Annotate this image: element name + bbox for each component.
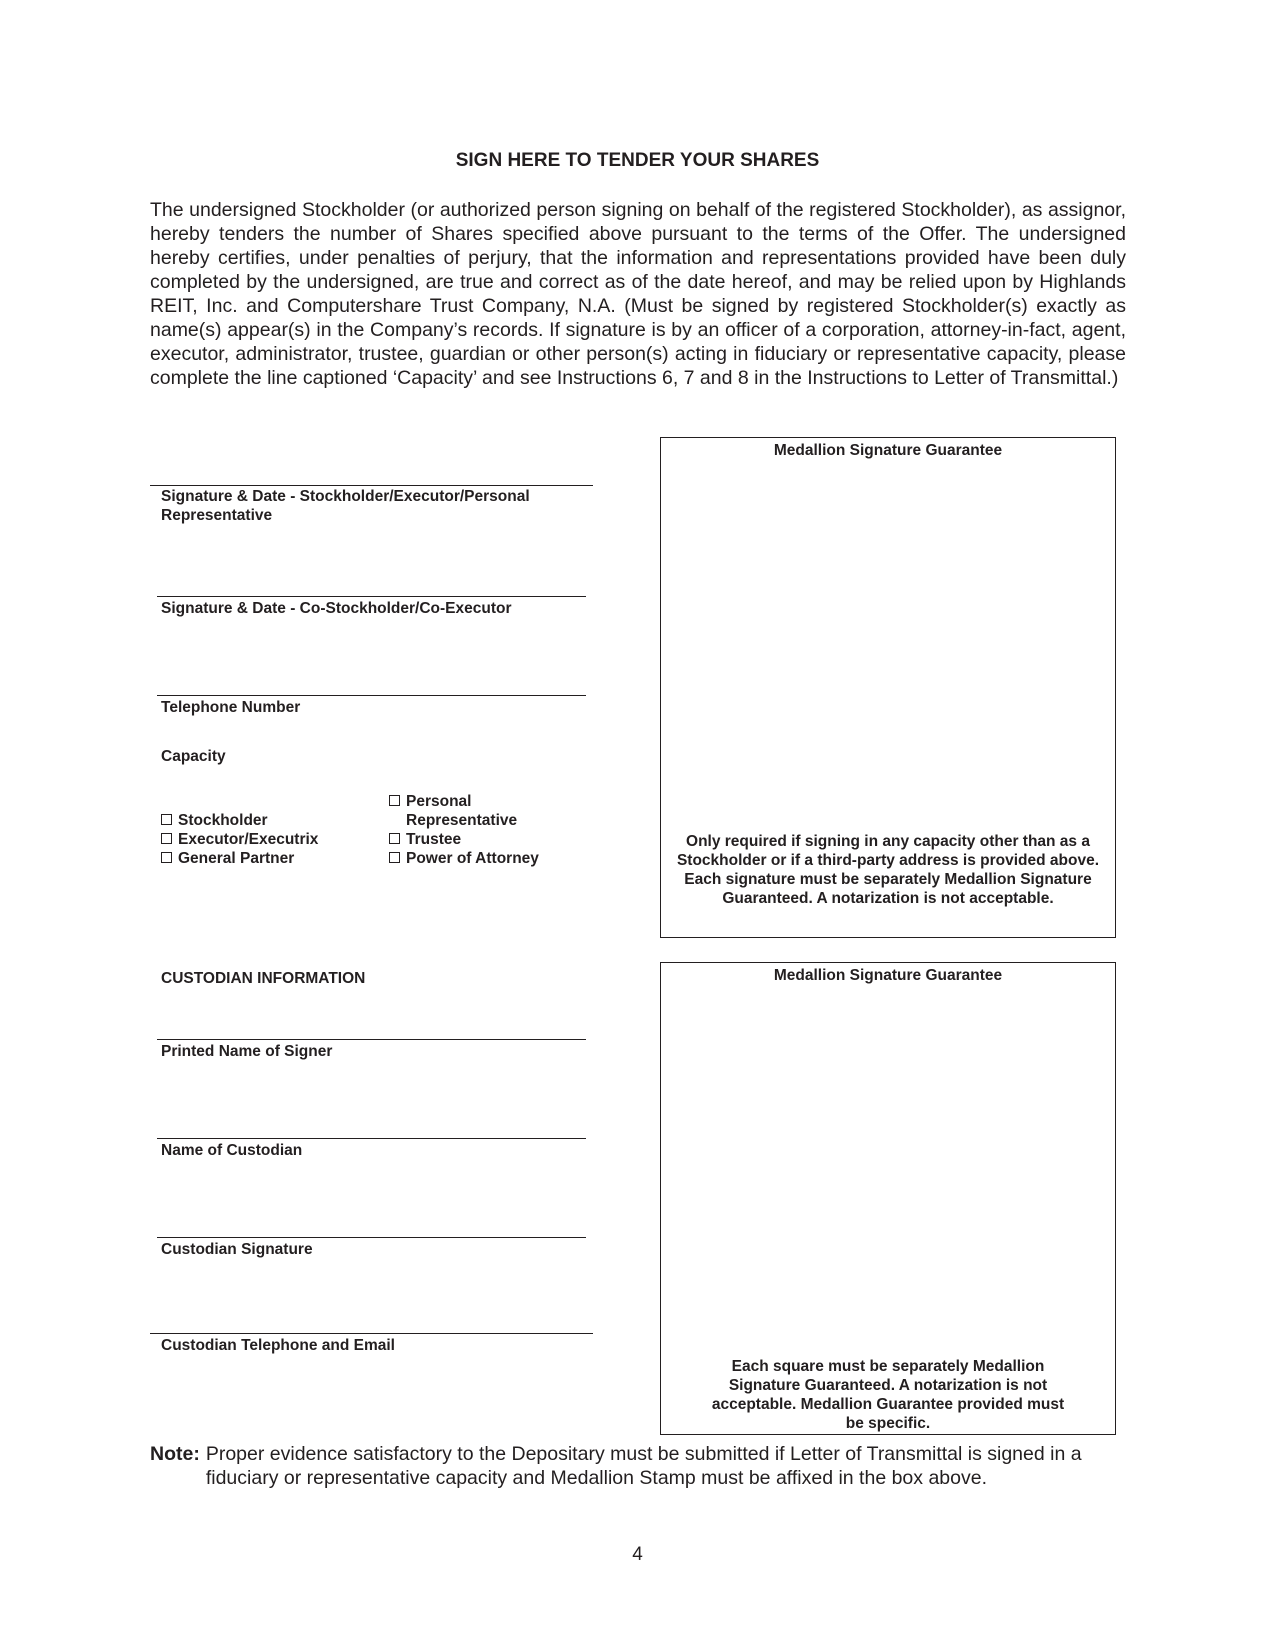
intro-paragraph: The undersigned Stockholder (or authorized person signing on behalf of the registered Stockholder), as assignor, hereby tenders the number of Shares specified above pursuant to the terms of the Offer. The undersigned hereby certifies, under penalties of perjury, that the information and representations provided have been duly completed by the undersigned, are true and correct as of the date hereof, and may be relied upon by Highlands REIT, Inc. and Computershare Trust Company, N.A. (Must be signed by registered Stockholder(s) exactly as name(s) appear(s) in the Company’s records. If signature is by an officer of a corporation, attorney-in-fact, agent, executor, administrator, trustee, guardian or other person(s) acting in fiduciary or representative capacity, please complete the line captioned ‘Capacity’ and see Instructions 6, 7 and 8 in the Instructions to Letter of Transmittal.) (150, 199, 1126, 389)
page-title: SIGN HERE TO TENDER YOUR SHARES (455, 150, 820, 171)
custodian-name-line[interactable] (157, 1138, 586, 1139)
telephone-label: Telephone Number (161, 699, 301, 716)
medallion-box-2-title: Medallion Signature Guarantee (773, 967, 1003, 984)
medallion-guarantee-box-1[interactable] (660, 437, 1116, 938)
custodian-name-label: Name of Custodian (161, 1142, 303, 1159)
signature-co-label: Signature & Date - Co-Stockholder/Co-Executor (161, 600, 512, 617)
medallion-guarantee-box-2[interactable] (660, 962, 1116, 1435)
custodian-contact-line[interactable] (150, 1333, 593, 1334)
capacity-options-right (389, 792, 599, 868)
checkbox-icon[interactable] (389, 852, 400, 863)
custodian-heading: CUSTODIAN INFORMATION (161, 970, 366, 987)
custodian-contact-label: Custodian Telephone and Email (161, 1337, 395, 1354)
checkbox-icon[interactable] (161, 814, 172, 825)
note (150, 1442, 1130, 1490)
capacity-option-personal-representative[interactable]: Personal Representative (389, 792, 599, 830)
printed-name-label: Printed Name of Signer (161, 1043, 333, 1060)
signature-primary-line[interactable] (150, 485, 593, 486)
custodian-signature-line[interactable] (157, 1237, 586, 1238)
note-label: Note: (150, 1443, 200, 1465)
printed-name-line[interactable] (157, 1039, 586, 1040)
capacity-options-left (161, 811, 381, 868)
capacity-label: Capacity (161, 748, 226, 765)
medallion-box-2-note: Each square must be separately Medallion Signature Guaranteed. A notarization is not acceptable. Medallion Guarantee provided must be specific. (711, 1358, 1065, 1432)
signature-co-line[interactable] (157, 596, 586, 597)
checkbox-icon[interactable] (389, 833, 400, 844)
checkbox-icon[interactable] (161, 833, 172, 844)
custodian-signature-label: Custodian Signature (161, 1241, 313, 1258)
capacity-option-power-of-attorney[interactable]: Power of Attorney (389, 849, 599, 868)
page-number: 4 (632, 1544, 643, 1565)
note-text: Proper evidence satisfactory to the Depositary must be submitted if Letter of Transmittal is signed in a fiduciary or representative capacity and Medallion Stamp must be affixed in the box above. (205, 1443, 1082, 1489)
checkbox-icon[interactable] (161, 852, 172, 863)
capacity-option-executor[interactable]: Executor/Executrix (161, 830, 381, 849)
signature-primary-label: Signature & Date - Stockholder/Executor/Personal Representative (161, 488, 530, 524)
capacity-option-stockholder[interactable]: Stockholder (161, 811, 381, 830)
medallion-box-1-title: Medallion Signature Guarantee (773, 442, 1003, 459)
telephone-line[interactable] (157, 695, 586, 696)
checkbox-icon[interactable] (389, 795, 400, 806)
capacity-option-general-partner[interactable]: General Partner (161, 849, 381, 868)
capacity-option-trustee[interactable]: Trustee (389, 830, 599, 849)
medallion-box-1-note: Only required if signing in any capacity other than as a Stockholder or if a third-party address is provided above. Each signature must be separately Medallion Signature Guaranteed. A notarization is not acceptable. (676, 833, 1100, 907)
